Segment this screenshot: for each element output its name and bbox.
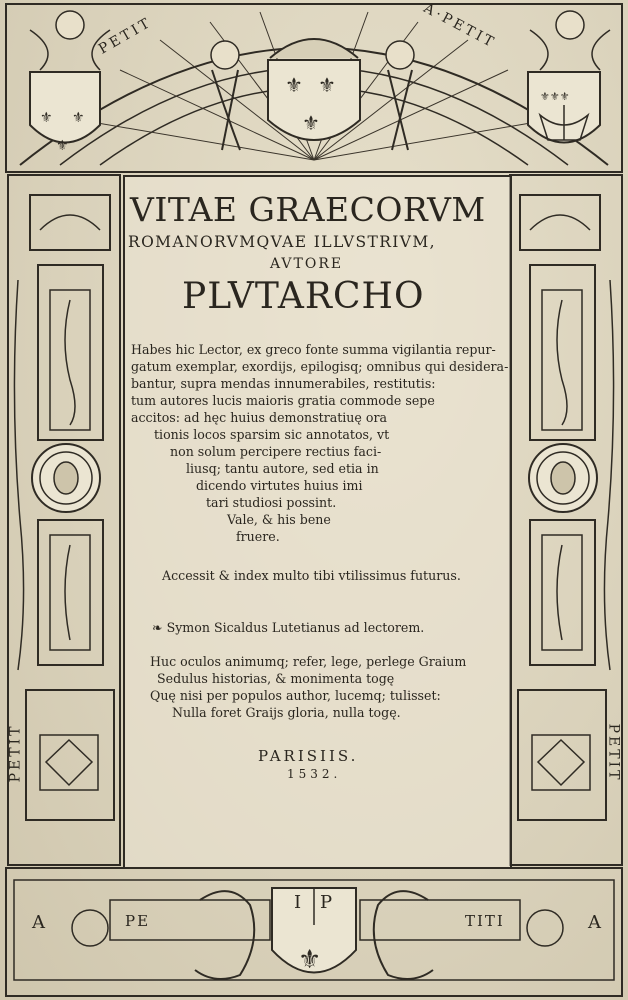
epigram-line: Huc oculos animumq; refer, lege, perlege Graium [150,654,467,669]
title-line-2: ROMANORVMQVAE ILLVSTRIVM, [128,233,436,251]
title-line-1: VITAE GRAECORVM [130,190,486,229]
bottom-initial-left: A [32,912,45,933]
left-pilaster [8,175,120,865]
svg-text:⚜: ⚜ [285,73,303,97]
shield-letter-right: P [320,892,333,913]
right-vertical-label: PETIT [605,723,622,783]
svg-text:⚜: ⚜ [72,110,85,126]
svg-text:⚜: ⚜ [298,945,322,975]
svg-text:⚜: ⚜ [56,138,69,154]
dedication-line [152,620,424,635]
leaf-ornament-icon: ❧ [152,620,167,635]
top-arch-ornament [6,4,622,172]
shield-letter-left: I [294,892,302,913]
left-vertical-label: PETIT [7,723,24,783]
bottom-right-word: TITI [465,912,505,930]
body-line: Habes hic Lector, ex greco fonte summa vigilantia repur- [131,342,496,357]
top-right-banner: A·PETIT [420,0,499,52]
index-note: Accessit & index multo tibi vtilissimus futurus. [162,568,461,583]
bottom-left-word: PE [125,912,151,930]
svg-text:⚜: ⚜ [40,110,53,126]
svg-text:⚜⚜⚜: ⚜⚜⚜ [540,90,570,103]
svg-text:⚜: ⚜ [318,73,336,97]
body-line: dicendo virtutes huius imi [196,478,363,493]
bottom-band [6,868,622,996]
epigram-line: Quę nisi per populos author, lucemq; tulisset: [150,688,441,703]
body-line: liusq; tantu autore, sed etia in [186,461,379,476]
body-line: fruere. [236,529,280,544]
top-left-banner: PETIT [95,14,155,58]
imprint-year: 1532. [287,767,342,781]
title-line-3: AVTORE [270,256,344,272]
body-line: Vale, & his bene [227,512,331,527]
body-line: tum autores lucis maioris gratia commode sepe [131,393,435,408]
dedication-text: Symon Sicaldus Lutetianus ad lectorem. [166,620,425,635]
body-line: tionis locos sparsim sic annotatos, vt [154,427,390,442]
epigram-line: Nulla foret Graijs gloria, nulla togę. [172,705,401,720]
body-line: bantur, supra mendas innumerabiles, restitutis: [131,376,436,391]
body-line: non solum percipere rectius faci- [170,444,382,459]
body-line: accitos: ad hęc huius demonstratiuę ora [131,410,387,425]
body-line: tari studiosi possint. [206,495,337,510]
svg-text:⚜: ⚜ [302,111,320,135]
imprint-city: PARISIIS. [258,747,359,765]
bottom-initial-right: A [588,912,601,933]
author-name: PLVTARCHO [182,276,425,317]
epigram-line: Sedulus historias, & monimenta togę [157,671,395,686]
body-line: gatum exemplar, exordijs, epilogisq; omnibus qui desidera- [131,359,509,374]
